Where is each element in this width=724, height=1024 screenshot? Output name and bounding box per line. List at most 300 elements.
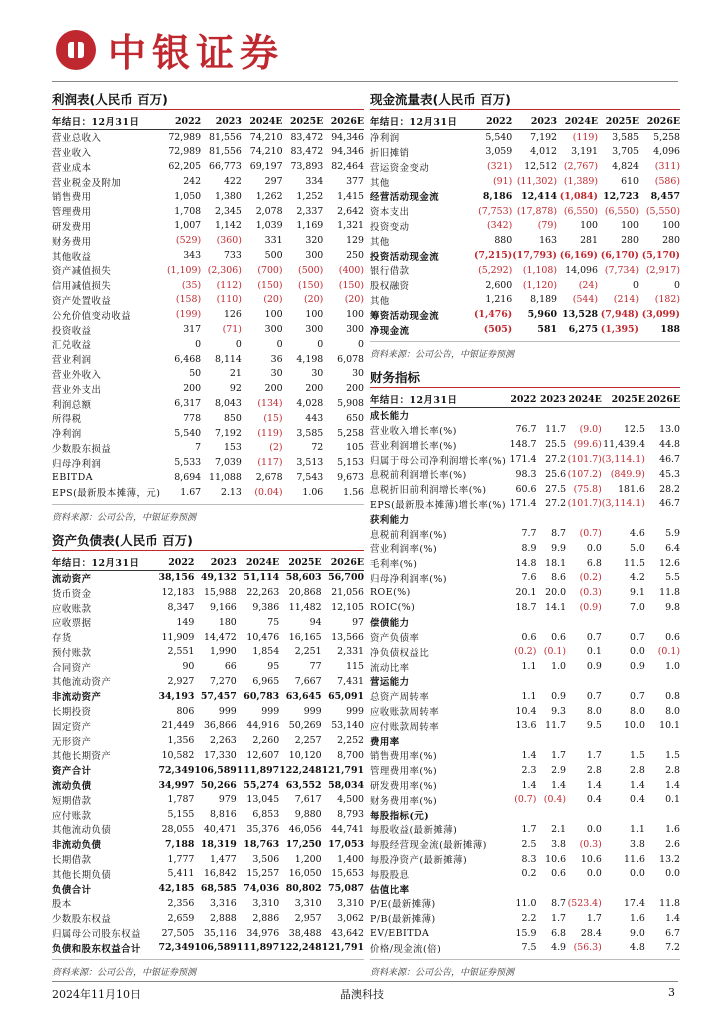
cell-value: 27.2 xyxy=(545,498,567,510)
cell-value: 8,114 xyxy=(215,353,242,365)
cell-value: (523.4) xyxy=(567,897,602,909)
cell-value xyxy=(506,733,536,748)
cell-value: (7,948) xyxy=(600,309,639,321)
cell-value: 180 xyxy=(218,616,237,628)
table-row xyxy=(52,381,364,396)
cell-value: 0.0 xyxy=(586,868,602,880)
cell-value: (1,120) xyxy=(522,279,557,291)
cell-value: 66 xyxy=(224,661,237,673)
cell-value: 610 xyxy=(621,176,639,188)
table-row xyxy=(370,233,680,248)
cell-value: 331 xyxy=(264,235,283,247)
cell-value: 8.9 xyxy=(521,542,537,554)
cell-value xyxy=(566,807,602,822)
cell-value: (199) xyxy=(175,309,202,321)
cell-value: 422 xyxy=(223,176,242,188)
cell-value: 42,185 xyxy=(158,883,195,895)
cell-value: 5.9 xyxy=(665,528,680,540)
row-label: 研发费用率(%) xyxy=(370,781,438,793)
cell-value: 83,472 xyxy=(290,131,324,143)
cell-value: 4,198 xyxy=(296,353,324,365)
row-label: 经营活动现金流 xyxy=(370,192,440,204)
cell-value: (20) xyxy=(304,294,324,306)
cell-value: 6,853 xyxy=(252,809,280,821)
cell-value: 8.0 xyxy=(586,705,602,717)
cell-value: 2,251 xyxy=(294,646,322,658)
cell-value: (7,734) xyxy=(604,264,639,276)
row-label: 投资收益 xyxy=(52,325,92,337)
table-row xyxy=(370,526,680,541)
cell-value: 17,250 xyxy=(285,838,322,850)
table-header-row xyxy=(370,392,680,407)
row-label: 其他收益 xyxy=(52,251,92,263)
cell-value: 115 xyxy=(346,661,364,673)
cell-value: 3,059 xyxy=(485,146,513,158)
cell-value xyxy=(645,881,680,896)
cell-value: 4.8 xyxy=(629,942,645,954)
cell-value: 6,965 xyxy=(252,675,280,687)
cell-value: 317 xyxy=(183,324,202,336)
cell-value: 1.4 xyxy=(521,779,537,791)
table-row xyxy=(52,881,364,896)
cell-value: 8,793 xyxy=(337,809,364,821)
cell-value xyxy=(645,615,680,630)
cell-value: 44,916 xyxy=(246,720,280,732)
table-row xyxy=(370,174,680,189)
cell-value: 281 xyxy=(580,235,598,247)
cell-value: 1,142 xyxy=(215,220,242,232)
cell-value: (17,793) xyxy=(512,250,557,262)
header-label: 年结日：12月31日 xyxy=(370,114,471,129)
cell-value: 18,763 xyxy=(243,838,280,850)
cell-value: 2,551 xyxy=(167,646,195,658)
cell-value: 12,183 xyxy=(161,587,195,599)
cell-value: 5,258 xyxy=(337,427,364,439)
table-subheading-row xyxy=(370,881,680,896)
header-year: 2026E xyxy=(323,114,364,129)
cell-value: 8,347 xyxy=(167,602,195,613)
cell-value: (7,753) xyxy=(478,205,513,217)
cell-value: (0.2) xyxy=(514,646,537,658)
cell-value: 0.0 xyxy=(586,542,602,554)
cell-value: (20) xyxy=(263,294,283,306)
cell-value: (400) xyxy=(338,264,364,276)
cell-value: 0.0 xyxy=(629,868,645,880)
cell-value: (9.0) xyxy=(579,424,602,436)
financial-ratios-table xyxy=(370,392,680,955)
cell-value: 334 xyxy=(305,176,324,188)
cell-value: (0.2) xyxy=(579,572,602,584)
cell-value: 100 xyxy=(264,309,283,321)
cell-value: 300 xyxy=(346,324,364,336)
row-label: 每股指标(元) xyxy=(370,810,430,822)
cell-value: 300 xyxy=(264,324,283,336)
cell-value: 4.6 xyxy=(629,528,645,540)
row-label: 净负债权益比 xyxy=(370,647,430,659)
cell-value: 50 xyxy=(189,368,202,380)
cell-value: 1.56 xyxy=(343,486,364,498)
cell-value: 0.9 xyxy=(551,690,567,702)
cell-value: 20,868 xyxy=(288,587,322,599)
cell-value: 7.2 xyxy=(665,942,680,954)
row-label: 所得税 xyxy=(52,414,82,426)
cell-value: 60,783 xyxy=(243,690,280,702)
row-label: 管理费用率(%) xyxy=(370,766,438,778)
cell-value: (0.3) xyxy=(579,587,602,599)
row-label: 营业利润 xyxy=(52,355,92,367)
cell-value: (360) xyxy=(216,235,242,247)
cell-value: 63,645 xyxy=(285,690,322,702)
cell-value: 2,642 xyxy=(337,205,364,217)
row-label: 其他 xyxy=(370,177,390,189)
cell-value: 7,543 xyxy=(296,472,324,484)
table-row xyxy=(370,659,680,674)
cell-value: 9.5 xyxy=(586,720,602,732)
cell-value: 4,012 xyxy=(530,146,557,158)
header-year: 2023 xyxy=(512,114,557,129)
cell-value: 11,482 xyxy=(288,602,322,613)
cell-value: 25.6 xyxy=(545,468,567,480)
table-row xyxy=(370,263,680,278)
cell-value: 62,205 xyxy=(168,161,202,173)
cell-value: 2,260 xyxy=(252,735,280,747)
header-year: 2025E xyxy=(279,555,321,570)
cell-value: 1,708 xyxy=(174,205,202,217)
cell-value: 1,777 xyxy=(167,853,195,865)
cell-value: 1.4 xyxy=(665,779,680,791)
cell-value: 1.4 xyxy=(629,779,645,791)
cell-value: 8,186 xyxy=(482,190,513,202)
table-row xyxy=(52,704,364,719)
cell-value: 98.3 xyxy=(515,468,537,480)
table-row xyxy=(52,426,364,441)
cell-value: 15,257 xyxy=(246,868,280,880)
cell-value: 16,050 xyxy=(288,868,322,880)
cell-value: 320 xyxy=(305,235,324,247)
cell-value: 15,653 xyxy=(331,868,364,880)
cell-value: (79) xyxy=(537,220,557,232)
cell-value: 2,337 xyxy=(296,205,324,217)
cell-value: 30 xyxy=(270,368,283,380)
cell-value: 72,349 xyxy=(158,764,195,776)
cell-value: 16,842 xyxy=(203,868,237,880)
table-row xyxy=(52,248,364,263)
row-label: 资本支出 xyxy=(370,207,410,219)
cell-value: 1,380 xyxy=(215,190,242,202)
cell-value: 4.2 xyxy=(629,572,645,584)
cell-value: 1,990 xyxy=(209,646,237,658)
table-row xyxy=(370,219,680,234)
cell-value: 1,039 xyxy=(255,220,283,232)
cell-value xyxy=(536,807,566,822)
cell-value: 76.7 xyxy=(515,424,537,436)
cell-value: 72,989 xyxy=(168,146,202,158)
cell-value: 1.6 xyxy=(665,823,680,835)
cell-value: 94,346 xyxy=(331,131,364,143)
cell-value: (24) xyxy=(578,279,598,291)
row-label: 净现金流 xyxy=(370,325,410,337)
cell-value: 5.0 xyxy=(629,542,645,554)
cell-value: (529) xyxy=(175,235,202,247)
cell-value: 2.1 xyxy=(551,823,567,835)
cell-value: (107.2) xyxy=(567,468,602,480)
cell-value: (2,306) xyxy=(207,264,242,276)
cell-value: 1.7 xyxy=(521,823,537,835)
header-year: 2022 xyxy=(471,114,512,129)
cell-value: 2.8 xyxy=(629,764,645,776)
cell-value: 1,321 xyxy=(337,220,364,232)
cell-value: (0.7) xyxy=(514,794,537,806)
table-row xyxy=(370,278,680,293)
cell-value xyxy=(602,615,645,630)
cell-value: 1,400 xyxy=(337,853,364,865)
row-label: 总资产周转率 xyxy=(370,692,430,704)
cell-value: 1.67 xyxy=(180,486,202,498)
row-label: 负债合计 xyxy=(52,884,92,896)
cell-value: 82,464 xyxy=(331,161,364,173)
cell-value: 22,263 xyxy=(246,587,280,599)
cell-value: 1,200 xyxy=(294,853,322,865)
cell-value: 83,472 xyxy=(290,146,324,158)
cell-value: 21,449 xyxy=(161,720,195,732)
income-statement-table xyxy=(52,114,364,500)
cell-value: (0.3) xyxy=(579,838,602,850)
cell-value: 100 xyxy=(662,220,680,232)
cell-value: 0.0 xyxy=(586,823,602,835)
footer-page-number: 3 xyxy=(668,986,675,999)
cell-value: 100 xyxy=(305,309,324,321)
cell-value: 75,087 xyxy=(328,883,364,895)
table-row xyxy=(52,600,364,615)
cell-value: 200 xyxy=(264,383,283,395)
row-label: EV/EBITDA xyxy=(370,927,430,939)
cell-value: 11.8 xyxy=(659,587,680,599)
cell-value: 7,270 xyxy=(209,675,237,687)
cell-value: 0.7 xyxy=(629,690,645,702)
cell-value: 94,346 xyxy=(331,146,364,158)
cell-value: (700) xyxy=(257,264,283,276)
cell-value: 2,927 xyxy=(167,675,195,687)
cell-value: (1,109) xyxy=(166,264,202,276)
cell-value: 2,678 xyxy=(255,472,283,484)
cell-value: 10.6 xyxy=(580,853,602,865)
row-label: 投资活动现金流 xyxy=(370,251,440,263)
row-label: 其他长期负债 xyxy=(52,869,112,881)
cell-value: 6.7 xyxy=(665,927,680,939)
row-label: 利润总额 xyxy=(52,399,92,411)
cell-value: 1.06 xyxy=(302,486,324,498)
cell-value: 6,468 xyxy=(174,353,202,365)
cell-value: 40,471 xyxy=(203,823,237,835)
cell-value: 200 xyxy=(183,383,202,395)
cell-value xyxy=(506,881,536,896)
cell-value: 280 xyxy=(621,235,639,247)
cell-value: (11,302) xyxy=(516,176,557,188)
financial-ratios-title: 财务指标 xyxy=(370,368,680,388)
cell-value: (2,767) xyxy=(563,161,598,173)
cell-value: (3,114.1) xyxy=(601,454,645,466)
row-label: 公允价值变动收益 xyxy=(52,310,132,322)
row-label: 营运能力 xyxy=(370,677,410,689)
cell-value xyxy=(506,615,536,630)
cell-value: 18.1 xyxy=(545,557,567,569)
header-year: 2024E xyxy=(557,114,598,129)
cell-value: 80,802 xyxy=(285,883,322,895)
cell-value: 1,262 xyxy=(255,190,283,202)
cell-value: 2.9 xyxy=(551,764,567,776)
cell-value: 5,540 xyxy=(485,131,513,143)
cell-value: 8,816 xyxy=(209,809,237,821)
footer-divider xyxy=(52,981,678,982)
header-year: 2025E xyxy=(598,114,639,129)
table-row xyxy=(370,307,680,322)
table-row xyxy=(370,423,680,438)
cell-value: 500 xyxy=(264,250,283,262)
table-row xyxy=(52,219,364,234)
cell-value: 148.7 xyxy=(509,439,537,451)
table-header-row xyxy=(370,114,680,129)
table-row xyxy=(370,585,680,600)
row-label: P/B(最新摊薄) xyxy=(370,914,436,926)
footer-company: 晶澳科技 xyxy=(340,988,384,1001)
row-label: 营业收入 xyxy=(52,147,92,159)
table-row xyxy=(52,145,364,160)
table-row xyxy=(52,837,364,852)
cell-value: 0.0 xyxy=(665,868,680,880)
row-label: 固定资产 xyxy=(52,721,92,733)
table-header-row xyxy=(52,555,364,570)
table-row xyxy=(52,263,364,278)
row-label: 财务费用率(%) xyxy=(370,795,438,807)
cell-value: 6,317 xyxy=(174,398,202,410)
table-row xyxy=(52,926,364,941)
table-row xyxy=(370,437,680,452)
cell-value: 250 xyxy=(346,250,364,262)
cell-value: 18.7 xyxy=(515,602,537,613)
cell-value: 2.8 xyxy=(586,764,602,776)
cell-value: (150) xyxy=(338,279,364,291)
cell-value: (0.1) xyxy=(543,646,567,658)
cell-value: (110) xyxy=(216,294,242,306)
cell-value: 163 xyxy=(539,235,557,247)
cell-value: (7,215) xyxy=(474,250,513,262)
income-source-note: 资料来源：公司公告，中银证券预测 xyxy=(52,504,364,523)
table-row xyxy=(370,497,680,512)
table-row xyxy=(370,822,680,837)
table-row xyxy=(52,367,364,382)
cell-value: 34,997 xyxy=(158,779,195,791)
cell-value: 28.4 xyxy=(580,927,602,939)
cell-value: 97 xyxy=(352,616,364,628)
cell-value: 2,659 xyxy=(167,912,195,924)
cell-value: 5,960 xyxy=(527,309,557,321)
cell-value: 1.1 xyxy=(521,661,537,673)
table-row xyxy=(52,630,364,645)
row-label: 归属于母公司净利润增长率(%) xyxy=(370,455,507,467)
row-label: 其他流动负债 xyxy=(52,825,112,837)
cell-value: 81,556 xyxy=(209,131,242,143)
table-row xyxy=(370,778,680,793)
table-row xyxy=(370,129,680,144)
table-row xyxy=(52,411,364,426)
cell-value: 12,723 xyxy=(603,190,639,202)
cell-value: 34,976 xyxy=(246,927,280,939)
table-row xyxy=(52,470,364,485)
cell-value: 5,540 xyxy=(174,427,202,439)
cell-value: 6,078 xyxy=(337,353,364,365)
cell-value xyxy=(536,881,566,896)
row-label: 其他流动资产 xyxy=(52,677,112,689)
header-year: 2023 xyxy=(201,114,242,129)
cell-value: 72,989 xyxy=(168,131,202,143)
table-subheading-row xyxy=(370,807,680,822)
row-label: 营业收入增长率(%) xyxy=(370,425,457,437)
cashflow-statement-title: 现金流量表(人民币 百万) xyxy=(370,90,680,110)
header-year: 2026E xyxy=(322,555,364,570)
table-subheading-row xyxy=(370,615,680,630)
header-year: 2022 xyxy=(153,555,194,570)
cell-value xyxy=(602,511,645,526)
cell-value: 44,741 xyxy=(331,823,364,835)
cell-value: 10,582 xyxy=(161,749,195,761)
cell-value: 121,791 xyxy=(321,764,364,776)
row-label: 短期借款 xyxy=(52,795,92,807)
table-row xyxy=(52,159,364,174)
row-label: 其他 xyxy=(370,295,390,307)
table-row xyxy=(52,585,364,600)
table-row xyxy=(52,896,364,911)
cell-value: (150) xyxy=(257,279,283,291)
table-row xyxy=(52,822,364,837)
cell-value: (119) xyxy=(572,131,598,143)
table-row xyxy=(370,911,680,926)
table-row xyxy=(52,689,364,704)
cell-value: 7,039 xyxy=(215,457,242,469)
cell-value: (500) xyxy=(298,264,324,276)
cell-value: 10.1 xyxy=(659,720,680,732)
cell-value: 2,888 xyxy=(209,912,237,924)
cell-value: 9,673 xyxy=(337,472,364,484)
header-divider xyxy=(52,81,678,82)
row-label: 成长能力 xyxy=(370,411,410,423)
cell-value: (1,389) xyxy=(563,176,598,188)
cell-value: 30 xyxy=(311,368,324,380)
cell-value: 0.8 xyxy=(665,690,680,702)
row-label: 营业外收入 xyxy=(52,369,102,381)
row-label: 银行借款 xyxy=(370,266,410,278)
row-label: 应收账款 xyxy=(52,603,92,615)
cell-value: 7.0 xyxy=(629,602,645,613)
row-label: 营业外支出 xyxy=(52,384,102,396)
cell-value: 14,472 xyxy=(203,631,237,643)
cell-value: 6.8 xyxy=(586,557,602,569)
cell-value: 35,376 xyxy=(246,823,280,835)
cell-value: 9,166 xyxy=(209,602,237,613)
cell-value: 30 xyxy=(352,368,364,380)
cell-value: 15,988 xyxy=(203,587,237,599)
cell-value: 2,886 xyxy=(252,912,280,924)
header-year: 2025E xyxy=(602,392,645,407)
cell-value: 106,589 xyxy=(194,942,237,954)
table-row xyxy=(370,600,680,615)
cell-value: 50,269 xyxy=(288,720,322,732)
cell-value: 11.7 xyxy=(545,424,567,436)
cell-value: 100 xyxy=(621,220,639,232)
row-label: 应收票据 xyxy=(52,618,92,630)
cell-value: 12,512 xyxy=(524,161,557,173)
cell-value: (119) xyxy=(257,427,283,439)
cell-value: 69,197 xyxy=(249,161,283,173)
